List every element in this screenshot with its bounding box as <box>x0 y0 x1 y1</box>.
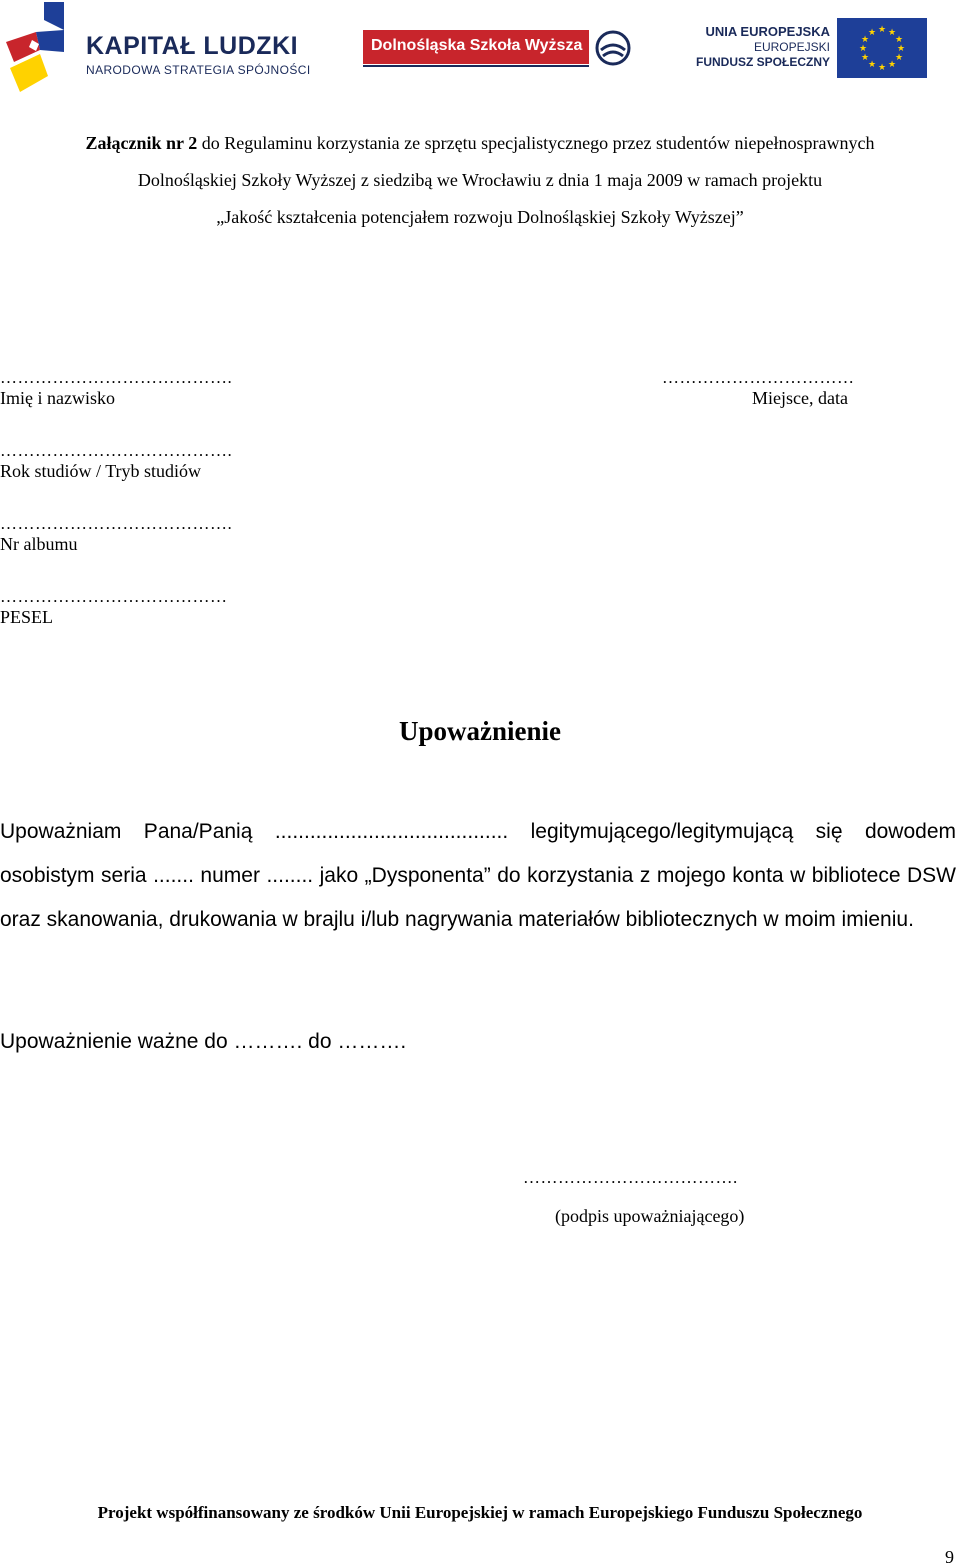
svg-text:★: ★ <box>860 53 870 63</box>
dsw-name-box <box>363 30 589 64</box>
attachment-number: Załącznik nr 2 <box>85 133 198 153</box>
svg-text:★: ★ <box>877 63 887 73</box>
pesel-dots: ………………………………… <box>0 587 228 606</box>
signature-label: (podpis upoważniającego) <box>555 1206 745 1226</box>
dsw-emblem-icon <box>593 30 633 66</box>
eu-line2: EUROPEJSKI <box>753 40 830 54</box>
eu-line3: FUNDUSZ SPOŁECZNY <box>695 55 830 69</box>
kapital-ludzki-logo <box>6 2 311 94</box>
eu-line1: UNIA EUROPEJSKA <box>705 24 830 39</box>
eu-flag-icon <box>837 18 927 78</box>
authorization-paragraph: Upoważniam Pana/Panią ........................................ legitymującego/legitymującą się dowodem osobistym seria ....... numer ........ jako „Dysponenta” do korzystania z mojego konta w bibliotece DSW oraz skanowania, drukowania w brajlu i/lub nagrywania materiałów bibliotecznych w moim imieniu. <box>0 820 956 931</box>
svg-text:★: ★ <box>887 28 897 38</box>
intro-line-1 <box>0 133 960 154</box>
year-mode-dots: …………………………………. <box>0 441 233 460</box>
album-label: Nr albumu <box>0 534 78 554</box>
svg-text:★: ★ <box>867 28 877 38</box>
kapital-ludzki-title: KAPITAŁ LUDZKI <box>86 32 299 60</box>
svg-text:★: ★ <box>896 44 906 54</box>
pesel-label: PESEL <box>0 607 54 627</box>
dsw-underline <box>363 65 589 67</box>
intro-line-1-rest: do Regulaminu korzystania ze sprzętu specjalistycznego przez studentów niepełnosprawnych <box>197 133 875 153</box>
svg-text:★: ★ <box>867 60 877 70</box>
signature-dots: ………………………………. <box>523 1168 738 1187</box>
page-number: 9 <box>945 1547 954 1567</box>
validity-line: Upoważnienie ważne do ………. do ………. <box>0 1030 407 1053</box>
album-dots: …………………………………. <box>0 514 233 533</box>
dsw-name: Dolnośląska Szkoła Wyższa <box>371 37 583 54</box>
footer-text: Projekt współfinansowany ze środków Unii Europejskiej w ramach Europejskiego Funduszu Społecznego <box>97 1503 863 1522</box>
intro-line-3: „Jakość kształcenia potencjałem rozwoju Dolnośląskiej Szkoły Wyższej” <box>216 207 744 227</box>
name-label: Imię i nazwisko <box>0 388 115 408</box>
year-mode-label: Rok studiów / Tryb studiów <box>0 461 202 481</box>
svg-text:★: ★ <box>877 25 887 35</box>
kapital-ludzki-subtitle: NARODOWA STRATEGIA SPÓJNOŚCI <box>86 63 311 77</box>
svg-text:★: ★ <box>887 60 897 70</box>
intro-line-2: Dolnośląskiej Szkoły Wyższej z siedzibą we Wrocławiu z dnia 1 maja 2009 w ramach projektu <box>137 170 823 190</box>
place-date-dots: …………………………… <box>662 368 855 387</box>
svg-text:★: ★ <box>894 35 904 45</box>
svg-text:★: ★ <box>894 53 904 63</box>
document-title: Upoważnienie <box>399 716 561 746</box>
kapital-ludzki-emblem-icon <box>6 2 76 94</box>
svg-text:★: ★ <box>858 44 868 54</box>
name-dots: …………………………………. <box>0 368 233 387</box>
dsw-logo <box>363 30 635 66</box>
svg-text:★: ★ <box>860 35 870 45</box>
eu-logo <box>695 18 930 78</box>
place-date-label: Miejsce, data <box>752 388 848 408</box>
